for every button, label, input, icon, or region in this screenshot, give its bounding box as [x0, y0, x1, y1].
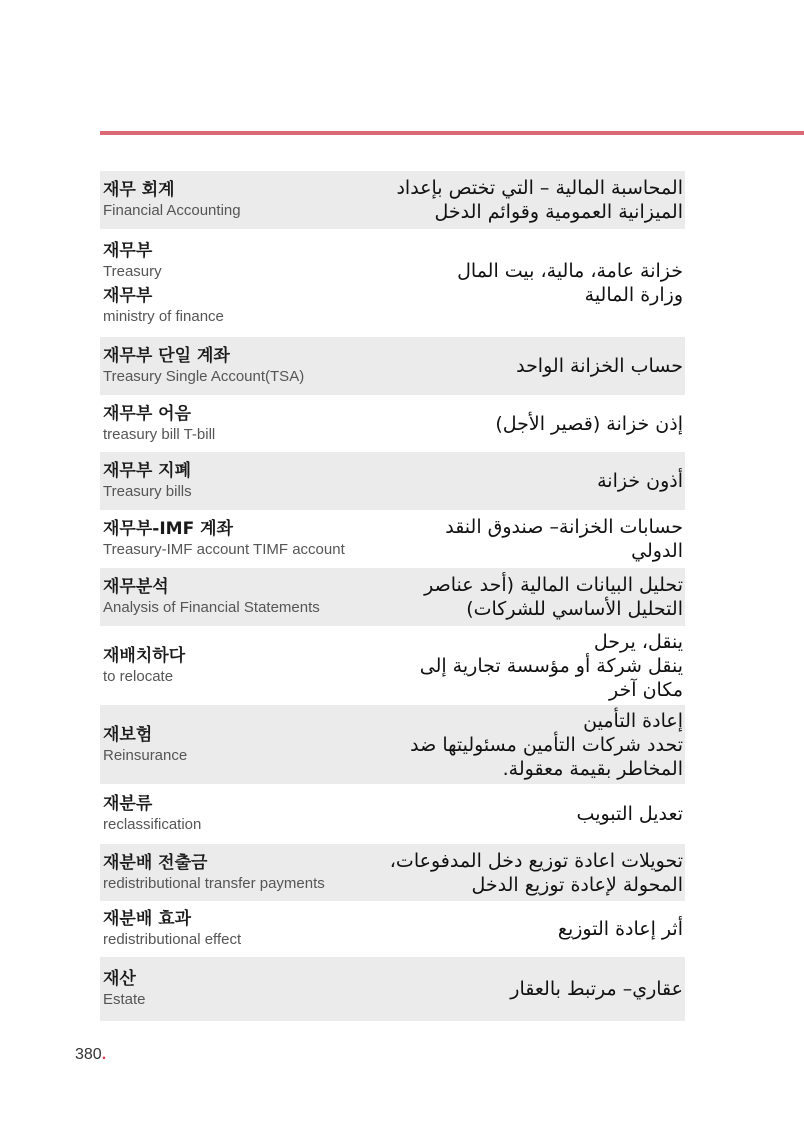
korean-term: 재무부 어음: [103, 403, 192, 424]
term-cell: [100, 909, 355, 949]
term-cell: [100, 180, 355, 220]
korean-term: 재분류: [103, 794, 153, 814]
glossary-entry: [100, 171, 685, 229]
term-cell: [100, 646, 355, 686]
term-cell: [100, 577, 355, 617]
english-term: Treasury Single Account(TSA): [103, 368, 305, 385]
english-term: Financial Accounting: [103, 202, 241, 219]
english-term: Estate: [103, 991, 146, 1008]
english-term: Reinsurance: [103, 746, 188, 764]
korean-term: 재산: [103, 969, 136, 989]
term-cell: [100, 346, 355, 386]
english-term: redistributional effect: [103, 931, 242, 948]
glossary-entry: [100, 337, 685, 395]
glossary-entry: [100, 901, 685, 957]
arabic-definition: أذون خزانة: [597, 470, 683, 492]
korean-term: 재보험: [103, 724, 153, 745]
english-term: Treasury-IMF account TIMF account: [103, 541, 345, 558]
korean-term: 재무부 단일 계좌: [103, 346, 230, 366]
korean-term: 재분배 전출금: [103, 852, 208, 873]
arabic-definition: خزانة عامة، مالية، بيت المال وزارة المالية: [457, 260, 683, 306]
term-cell: [100, 853, 355, 893]
header-accent-rule: [100, 131, 804, 135]
arabic-definition: المحاسبة المالية – التي تختص بإعداد الميزانية العمومية وقوائم الدخل: [396, 177, 683, 223]
korean-term: 재무부 지폐: [103, 461, 192, 481]
korean-term: 재무부: [103, 285, 153, 306]
arabic-definition: أثر إعادة التوزيع: [557, 918, 683, 940]
arabic-definition: إعادة التأمين تحدد شركات التأمين مسئوليتها ضد المخاطر بقيمة معقولة.: [410, 709, 683, 780]
glossary-entry: [100, 568, 685, 626]
korean-term: 재분배 효과: [103, 909, 192, 929]
glossary-entry: [100, 395, 685, 452]
english-term: ministry of finance: [103, 307, 224, 325]
term-cell: [100, 404, 355, 444]
arabic-definition: تحويلات اعادة توزيع دخل المدفوعات، المحولة لإعادة توزيع الدخل: [389, 849, 683, 896]
glossary-entry: [100, 784, 685, 844]
arabic-definition: تعديل التبويب: [576, 803, 683, 825]
arabic-definition: عقاري– مرتبط بالعقار: [510, 978, 683, 1000]
korean-term: 재무부-IMF 계좌: [103, 519, 233, 539]
english-term: Analysis of Financial Statements: [103, 599, 320, 616]
term-cell: [100, 794, 355, 834]
english-term: Treasury bills: [103, 483, 192, 500]
glossary-table: [100, 171, 685, 1021]
term-cell: [100, 519, 355, 559]
term-cell: [100, 725, 355, 765]
korean-term: 재배치하다: [103, 645, 186, 666]
glossary-entry: [100, 626, 685, 705]
term-cell: [100, 969, 355, 1009]
english-term: reclassification: [103, 816, 202, 833]
arabic-definition: حساب الخزانة الواحد: [516, 355, 683, 377]
english-term: redistributional transfer payments: [103, 874, 325, 892]
english-term: treasury bill T-bill: [103, 425, 216, 443]
term-cell: [100, 241, 355, 326]
english-term: Treasury: [103, 262, 162, 280]
term-cell: [100, 461, 355, 501]
arabic-definition: تحليل البيانات المالية (أحد عناصر التحليل الأساسي للشركات): [424, 574, 683, 620]
glossary-entry: [100, 510, 685, 568]
glossary-entry: [100, 705, 685, 784]
page-number: 380.: [75, 1046, 107, 1063]
glossary-entry: [100, 229, 685, 337]
glossary-entry: [100, 957, 685, 1021]
korean-term: 재무부: [103, 240, 153, 261]
arabic-definition: ينقل، يرحل ينقل شركة أو مؤسسة تجارية إلى مكان آخر: [419, 630, 683, 701]
arabic-definition: إذن خزانة (قصير الأجل): [495, 412, 683, 435]
glossary-entry: [100, 452, 685, 510]
page-number-dot: .: [101, 1046, 107, 1063]
korean-term: 재무 회계: [103, 180, 175, 200]
glossary-entry: [100, 844, 685, 901]
korean-term: 재무분석: [103, 577, 169, 597]
english-term: to relocate: [103, 667, 174, 685]
arabic-definition: حسابات الخزانة– صندوق النقد الدولي: [445, 516, 683, 562]
